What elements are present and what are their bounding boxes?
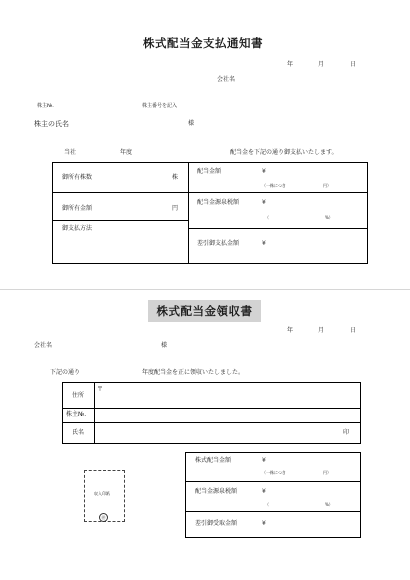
- receipt-date-month: 月: [318, 327, 325, 334]
- notice-shares-label: 御所有株数: [62, 174, 93, 181]
- receipt-title: 株式配当金領収書: [148, 300, 261, 322]
- receipt-net-label: 差引御受取金額: [195, 520, 238, 527]
- notice-tax-sub-end: %）: [325, 215, 333, 220]
- receipt-holder-vdivider: [94, 382, 95, 444]
- notice-dividend-sub: （一株につき: [262, 183, 286, 188]
- receipt-date-year: 年: [287, 327, 294, 334]
- notice-tax-label: 配当金源泉税額: [197, 199, 240, 206]
- cut-line: [0, 289, 410, 290]
- receipt-address-label: 住所: [72, 392, 85, 399]
- receipt-holder-table: [62, 382, 361, 444]
- notice-dividend-sub-end: 円）: [323, 183, 331, 188]
- notice-dividend-label: 配当金額: [197, 168, 222, 175]
- notice-date-day: 日: [350, 61, 357, 68]
- notice-pay-sentence: 配当金を下記の通り御支払いたします。: [230, 149, 338, 156]
- receipt-tax-yen: ¥: [262, 488, 266, 495]
- notice-date-month: 月: [318, 61, 325, 68]
- receipt-amount-divider-2: [185, 511, 361, 512]
- notice-shares-unit: 株: [172, 174, 179, 181]
- seal-mark-icon: ㊞: [99, 513, 108, 522]
- receipt-postal-mark: 〒: [97, 386, 104, 393]
- receipt-seal: 印: [343, 429, 350, 436]
- receipt-dividend-sub: （一株につき: [262, 470, 286, 475]
- notice-company-label: 会社名: [217, 76, 236, 83]
- receipt-holder-no-label: 株主№.: [66, 411, 87, 418]
- revenue-stamp-label: 収入印紙: [94, 491, 110, 496]
- notice-left-divider-2: [52, 220, 189, 221]
- receipt-date-day: 日: [350, 327, 357, 334]
- notice-holder-no-note: 株主番号を記入: [142, 103, 178, 109]
- receipt-holder-divider-1: [62, 408, 361, 409]
- receipt-dividend-label: 株式配当金額: [195, 457, 232, 464]
- notice-dividend-yen: ¥: [262, 168, 266, 175]
- receipt-tax-label: 配当金源泉税額: [195, 488, 238, 495]
- receipt-net-yen: ¥: [262, 520, 266, 527]
- receipt-holder-divider-2: [62, 422, 361, 423]
- receipt-company-label: 会社名: [34, 342, 53, 349]
- notice-table-vdivider: [188, 162, 189, 264]
- notice-right-divider-2: [188, 228, 368, 229]
- notice-table: [52, 162, 368, 264]
- receipt-name-label: 氏名: [72, 429, 85, 436]
- notice-title: 株式配当金支払通知書: [143, 36, 263, 50]
- receipt-tax-sub: （: [265, 502, 269, 507]
- notice-honorific: 様: [188, 120, 195, 127]
- notice-net-yen: ¥: [262, 240, 266, 247]
- receipt-amount-divider-1: [185, 481, 361, 482]
- notice-company-prefix: 当社: [64, 149, 77, 156]
- notice-amount-label: 御所有金額: [62, 205, 93, 212]
- notice-left-divider-1: [52, 192, 189, 193]
- receipt-dividend-yen: ¥: [262, 457, 266, 464]
- receipt-sentence: 年度配当金を正に領収いたしました。: [142, 369, 245, 376]
- receipt-dividend-sub-end: 円）: [323, 470, 331, 475]
- notice-net-label: 差引御支払金額: [197, 240, 240, 247]
- notice-amount-unit: 円: [172, 205, 179, 212]
- notice-method-label: 御支払方法: [62, 225, 93, 232]
- notice-fiscal-year: 年度: [120, 149, 133, 156]
- notice-holder-name-label: 株主の氏名: [34, 120, 69, 128]
- receipt-tax-sub-end: %）: [325, 502, 333, 507]
- receipt-honorific: 様: [161, 342, 168, 349]
- notice-tax-sub: （: [265, 215, 269, 220]
- notice-right-divider-1: [188, 192, 368, 193]
- notice-tax-yen: ¥: [262, 199, 266, 206]
- receipt-sentence-prefix: 下記の通り: [50, 369, 81, 376]
- notice-holder-no-label: 株主№.: [37, 103, 54, 109]
- notice-date-year: 年: [287, 61, 294, 68]
